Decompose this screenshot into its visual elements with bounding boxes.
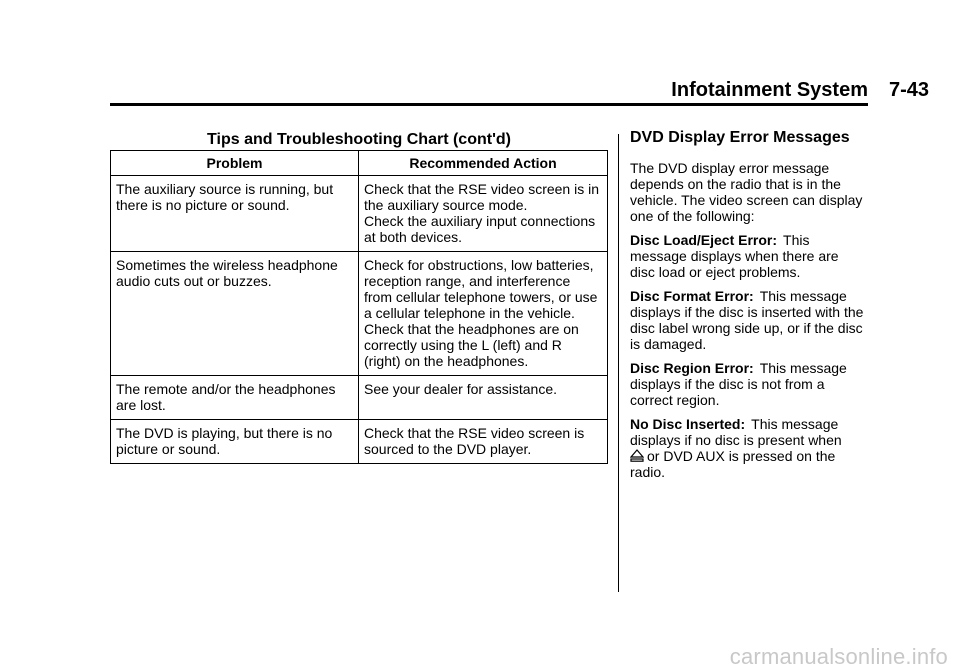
table-row [111,376,608,420]
action-line: Check that the headphones are on correctly using the L (left) and R (right) on the headphones. [364,321,579,369]
column-divider [618,134,619,592]
action-line: Check for obstructions, low batteries, reception range, and interference from cellular telephone towers, or use a cellular telephone in the vehicle. [364,257,598,321]
action-cell [359,252,608,376]
error-description: This message displays if the disc is inserted with the disc label wrong side up, or if the disc is damaged. [630,288,864,352]
problem-cell: Sometimes the wireless headphone audio cuts out or buzzes. [111,252,359,376]
action-line: Check that the RSE video screen is sourced to the DVD player. [364,425,585,457]
error-description: This message displays if no disc is present when [630,416,842,448]
error-item [630,360,866,408]
error-description-cont: or DVD AUX is pressed on the radio. [630,448,836,480]
table-row [111,176,608,252]
error-item [630,288,866,352]
column-header-problem: Problem [111,151,359,176]
action-cell [359,176,608,252]
problem-cell: The auxiliary source is running, but there is no picture or sound. [111,176,359,252]
action-line: Check that the RSE video screen is in the auxiliary source mode. [364,181,600,213]
error-term: No Disc Inserted: [630,416,746,432]
error-term: Disc Region Error: [630,360,754,376]
action-line: Check the auxiliary input connections at both devices. [364,213,596,245]
error-term: Disc Format Error: [630,288,754,304]
chart-title: Tips and Troubleshooting Chart (cont'd) [207,131,511,148]
dvd-error-section [630,130,866,488]
section-heading: DVD Display Error Messages [630,129,850,146]
table-row [111,252,608,376]
eject-icon [630,449,644,463]
problem-cell: The DVD is playing, but there is no picture or sound. [111,420,359,464]
action-cell [359,420,608,464]
error-item [630,232,866,280]
table-row [111,420,608,464]
error-term: Disc Load/Eject Error: [630,232,778,248]
problem-cell: The remote and/or the headphones are lost. [111,376,359,420]
action-line: See your dealer for assistance. [364,381,557,397]
troubleshooting-table [110,150,608,464]
page-header-title: Infotainment System [671,79,868,101]
column-header-action: Recommended Action [359,151,608,176]
action-cell [359,376,608,420]
header-rule [110,103,868,106]
section-intro: The DVD display error message depends on the radio that is in the vehicle. The video screen can display one of the following: [630,160,863,224]
error-item [630,416,866,480]
error-description: This message displays if the disc is not from a correct region. [630,360,847,408]
watermark: carmanualsonline.info [729,644,948,669]
page-number: 7-43 [889,79,930,101]
table-header-row [111,151,608,176]
error-description: This message displays when there are disc load or eject problems. [630,232,839,280]
